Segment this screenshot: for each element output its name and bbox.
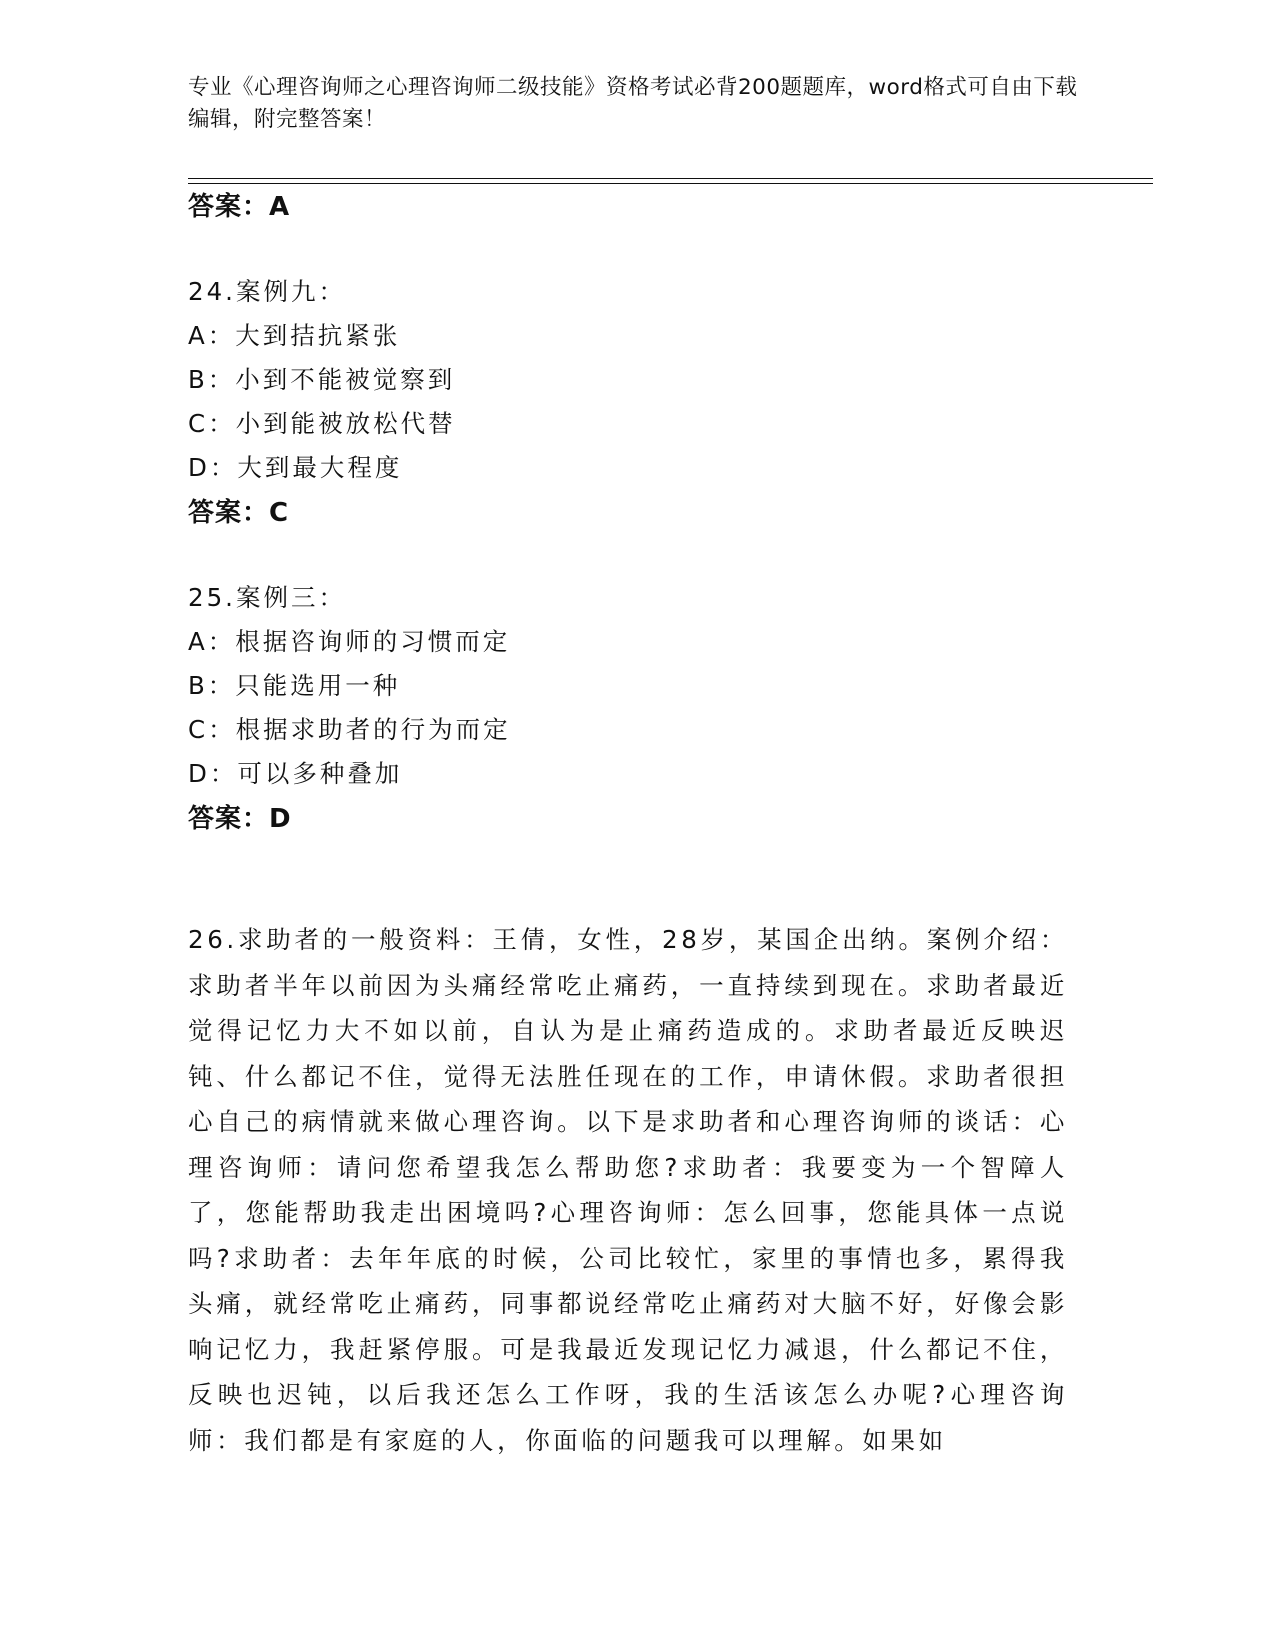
q24-option-a: A：大到拮抗紧张	[188, 321, 401, 350]
q25-option-a: A：根据咨询师的习惯而定	[188, 627, 511, 656]
q24-option-c: C：小到能被放松代替	[188, 409, 456, 438]
q25-title: 25.案例三：	[188, 583, 346, 612]
q24-option-d: D：大到最大程度	[188, 453, 403, 482]
answer-prev: 答案：A	[188, 192, 291, 222]
q24-option-b: B：小到不能被觉察到	[188, 365, 456, 394]
q26-text: 26.求助者的一般资料：王倩，女性，28岁，某国企出纳。案例介绍：求助者半年以前因为头痛经常吃止痛药，一直持续到现在。求助者最近觉得记忆力大不如以前，自认为是止痛药造成的。求助者最近反映迟钝、什么都记不住，觉得无法胜任现在的工作，申请休假。求助者很担心自己的病情就来做心理咨询。以下是求助者和心理咨询师的谈话：心理咨询师：请问您希望我怎么帮助您?求助者：我要变为一个智障人了，您能帮助我走出困境吗?心理咨询师：怎么回事，您能具体一点说吗?求助者：去年年底的时候，公司比较忙，家里的事情也多，累得我头痛，就经常吃止痛药，同事都说经常吃止痛药对大脑不好，好像会影响记忆力，我赶紧停服。可是我最近发现记忆力减退，什么都记不住，反映也迟钝，以后我还怎么工作呀，我的生活该怎么办呢?心理咨询师：我们都是有家庭的人，你面临的问题我可以理解。如果如	[188, 925, 1068, 1455]
q25-option-c: C：根据求助者的行为而定	[188, 715, 511, 744]
header-rule-top	[188, 178, 1153, 179]
document-header: 专业《心理咨询师之心理咨询师二级技能》资格考试必背200题题库，word格式可自由下载编辑，附完整答案！	[188, 75, 1078, 132]
q24-answer: 答案：C	[188, 498, 290, 528]
q24-title: 24.案例九：	[188, 277, 346, 306]
q25-option-b: B：只能选用一种	[188, 671, 401, 700]
q25-option-d: D：可以多种叠加	[188, 759, 403, 788]
header-rule-bottom	[188, 183, 1153, 184]
q25-answer: 答案：D	[188, 804, 292, 834]
